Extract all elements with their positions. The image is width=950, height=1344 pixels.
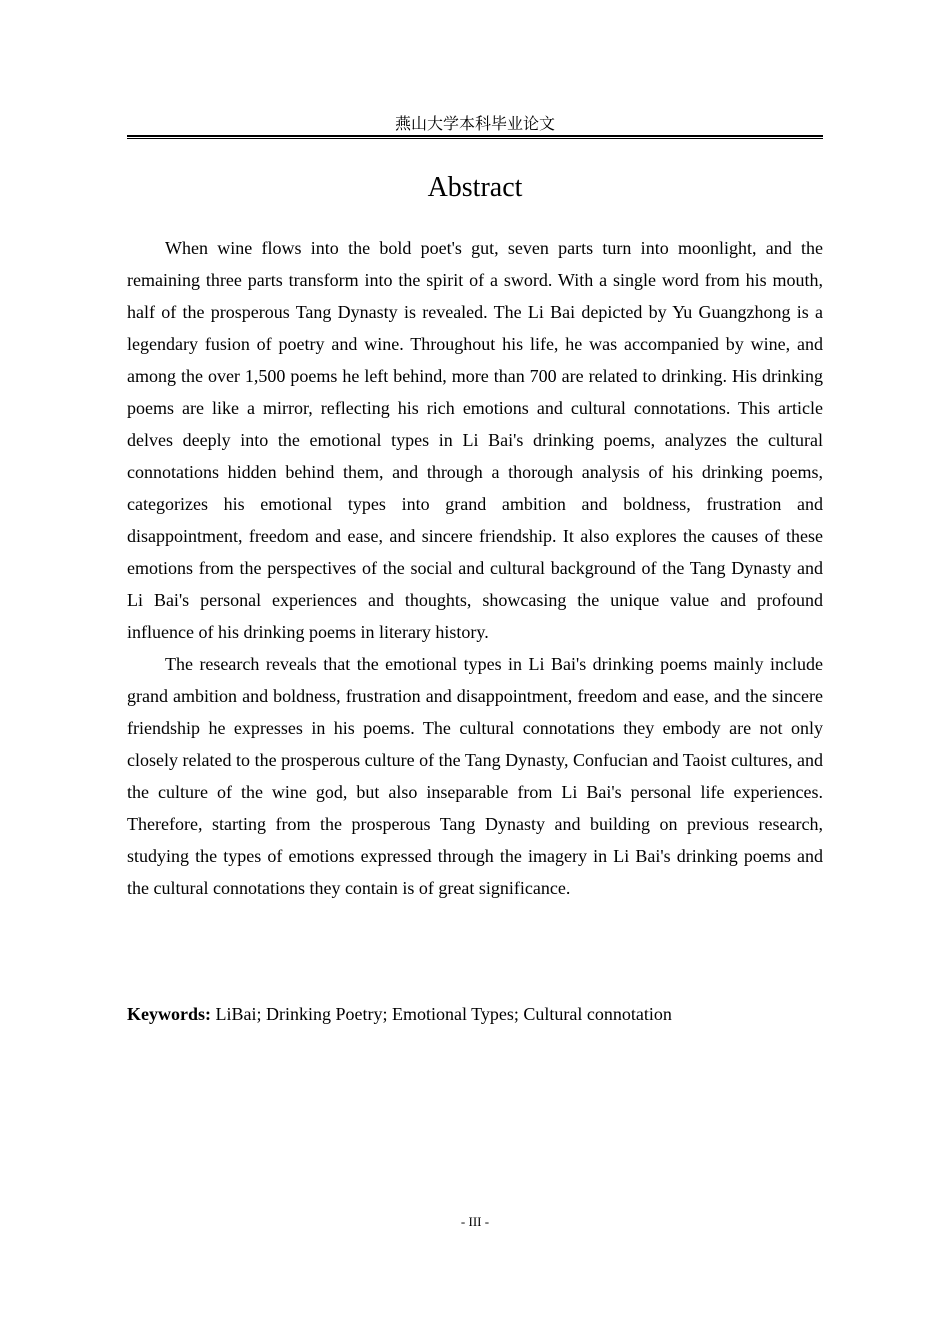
page-title: Abstract	[427, 172, 523, 203]
abstract-paragraph-2: The research reveals that the emotional types in Li Bai's drinking poems mainly include grand ambition and boldness, frustration and disappointment, freedom and ease, and the sincere friendship he expresses in his poems. The cultural connotations they embody are not only closely related to the prosperous culture of the Tang Dynasty, Confucian and Taoist cultures, and the culture of the wine god, but also inseparable from Li Bai's personal life experiences. Therefore, starting from the prosperous Tang Dynasty and building on previous research, studying the types of emotions expressed through the imagery in Li Bai's drinking poems and the cultural connotations they contain is of great significance.	[127, 654, 823, 898]
running-header: 燕山大学本科毕业论文	[394, 114, 555, 133]
abstract-body	[127, 232, 823, 904]
page-number: - III -	[460, 1214, 490, 1229]
abstract-paragraph-1: When wine flows into the bold poet's gut, seven parts turn into moonlight, and the remaining three parts transform into the spirit of a sword. With a single word from his mouth, half of the prosperous Tang Dynasty is revealed. The Li Bai depicted by Yu Guangzhong is a legendary fusion of poetry and wine. Throughout his life, he was accompanied by wine, and among the over 1,500 poems he left behind, more than 700 are related to drinking. His drinking poems are like a mirror, reflecting his rich emotions and cultural connotations. This article delves deeply into the emotional types in Li Bai's drinking poems, analyzes the cultural connotations hidden behind them, and through a thorough analysis of his drinking poems, categorizes his emotional types into grand ambition and boldness, frustration and disappointment, freedom and ease, and sincere friendship. It also explores the causes of these emotions from the perspectives of the social and cultural background of the Tang Dynasty and Li Bai's personal experiences and thoughts, showcasing the unique value and profound influence of his drinking poems in literary history.	[127, 238, 823, 642]
header-rule	[127, 135, 823, 137]
keywords-label: Keywords:	[127, 1004, 211, 1024]
keywords-line	[127, 998, 823, 1030]
header-rule-thin	[127, 138, 823, 139]
keywords-value: LiBai; Drinking Poetry; Emotional Types; Cultural connotation	[215, 1004, 672, 1024]
